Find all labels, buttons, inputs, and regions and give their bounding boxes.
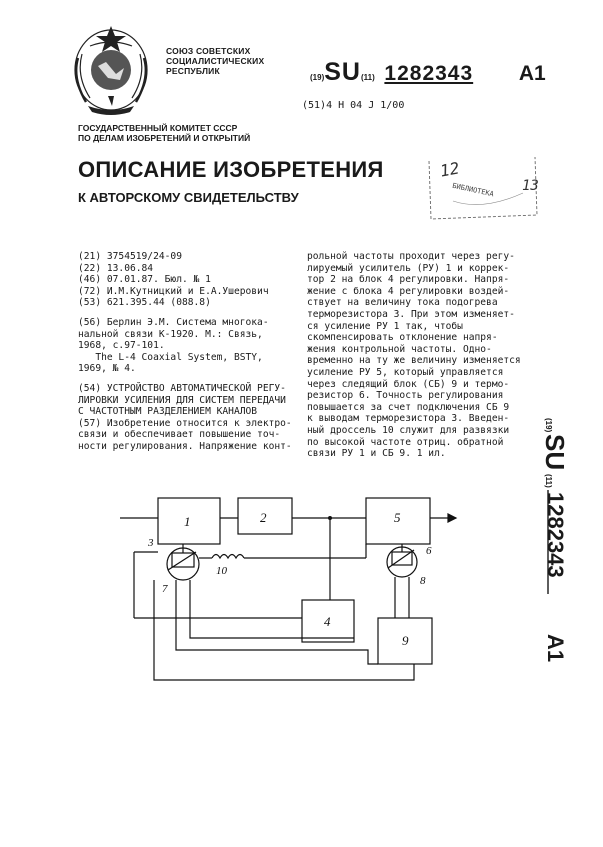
biblio-line: 1969, № 4.: [78, 363, 136, 375]
side-country: SU: [540, 434, 570, 471]
committee-name: [78, 123, 250, 143]
side-kind: A1: [543, 634, 568, 663]
union-line: СОЮЗ СОВЕТСКИХ: [166, 46, 251, 56]
biblio-line: The L-4 Coaxial System, BSTY,: [78, 351, 263, 363]
biblio-line: (22) 13.06.84: [78, 262, 154, 274]
block-2-label: 2: [260, 510, 267, 525]
patent-number: 1282343: [384, 62, 474, 85]
label-8: 8: [420, 575, 426, 587]
biblio-line: (54) УСТРОЙСТВО АВТОМАТИЧЕСКОЙ РЕГУ-: [78, 382, 286, 394]
abstract-line: по высокой частоте отриц. обратной: [307, 436, 504, 448]
choke-10: [212, 555, 244, 559]
abstract-line: жение с блока 4 регулировки воздей-: [307, 285, 510, 297]
union-name: [166, 46, 264, 76]
side-number: 1282343: [543, 492, 568, 578]
label-7: 7: [162, 583, 168, 595]
abstract-line: жения контрольной частоты. Одно-: [307, 343, 492, 355]
stamp-number: 12: [438, 158, 461, 181]
block-1-label: 1: [184, 514, 191, 529]
abstract-line: лируемый усилитель (РУ) 1 и коррек-: [307, 262, 510, 274]
ipc-class: (51)4 H 04 J 1/00: [302, 100, 405, 111]
side-code-19: (19): [544, 418, 553, 433]
abstract-line: к выводам терморезистора 3. Введен-: [307, 413, 510, 425]
committee-line: ГОСУДАРСТВЕННЫЙ КОМИТЕТ СССР: [78, 123, 238, 133]
block-5-label: 5: [394, 510, 401, 525]
circuit-diagram: [120, 488, 460, 688]
output-arrow: [448, 514, 456, 522]
document-subtitle: К АВТОРСКОМУ СВИДЕТЕЛЬСТВУ: [78, 190, 299, 205]
label-10: 10: [216, 565, 227, 577]
patent-number-line: [310, 58, 546, 86]
abstract-line: резистор 6. Точность регулирования: [307, 390, 504, 402]
committee-line: ПО ДЕЛАМ ИЗОБРЕТЕНИЙ И ОТКРЫТИЙ: [78, 133, 251, 143]
biblio-line: (46) 07.01.87. Бюл. № 1: [78, 274, 211, 286]
biblio-line: С ЧАСТОТНЫМ РАЗДЕЛЕНИЕМ КАНАЛОВ: [78, 406, 258, 418]
bibliographic-data: [78, 251, 298, 453]
union-line: СОЦИАЛИСТИЧЕСКИХ: [166, 56, 265, 66]
thermistor-3-wire: [176, 580, 378, 664]
label-3: 3: [148, 537, 154, 549]
abstract-line: рольной частоты проходит через регу-: [307, 251, 515, 262]
biblio-line: (72) И.М.Кутницкий и Е.А.Ушерович: [78, 285, 269, 297]
biblio-line: ЛИРОВКИ УСИЛЕНИЯ ДЛЯ СИСТЕМ ПЕРЕДАЧИ: [78, 394, 286, 406]
code-19: (19): [310, 73, 325, 82]
biblio-line: (57) Изобретение относится к электро-: [78, 417, 292, 429]
abstract-line: терморезистора 3. При этом изменяет-: [307, 308, 515, 320]
biblio-line: связи и обеспечивает повышение точ-: [78, 429, 281, 441]
abstract-line: ный дроссель 10 служит для развязки: [307, 424, 510, 436]
ussr-emblem: [68, 18, 154, 118]
biblio-line: (21) 3754519/24-09: [78, 251, 182, 262]
stamp-number: 13: [522, 178, 539, 194]
biblio-spacer: [78, 375, 298, 383]
union-line: РЕСПУБЛИК: [166, 66, 220, 76]
biblio-line: нальной связи К-1920. М.: Связь,: [78, 328, 263, 340]
abstract-continued: [307, 251, 522, 460]
abstract-line: через следящий блок (СБ) 9 и термо-: [307, 378, 510, 390]
return-wire: [154, 580, 414, 680]
junction-dot: [328, 516, 332, 520]
abstract-line: повышается за счет подключения СБ 9: [307, 401, 510, 413]
biblio-line: (53) 621.395.44 (088.8): [78, 297, 211, 309]
biblio-line: 1968, с.97-101.: [78, 340, 165, 352]
biblio-spacer: [78, 309, 298, 317]
block-9-label: 9: [402, 633, 409, 648]
label-6: 6: [426, 545, 432, 557]
abstract-line: ся усиление РУ 1 так, чтобы: [307, 320, 463, 332]
abstract-line: усиление РУ 5, который управляется: [307, 366, 504, 378]
biblio-line: ности регулирования. Напряжение конт-: [78, 440, 292, 452]
abstract-line: ствует на величину тока подогрева: [307, 297, 498, 309]
code-11: (11): [360, 73, 375, 82]
abstract-line: связи РУ 1 и СБ 9. 1 ил.: [307, 448, 446, 460]
abstract-line: тор 2 на блок 4 регулировки. Напря-: [307, 274, 510, 286]
kind-code: A1: [518, 62, 546, 85]
biblio-line: (56) Берлин Э.М. Система многока-: [78, 316, 269, 328]
stamp-text: БИБЛИОТЕКА: [451, 181, 495, 199]
side-code-11: (11): [544, 474, 553, 488]
document-title: ОПИСАНИЕ ИЗОБРЕТЕНИЯ: [78, 157, 384, 182]
abstract-line: скомпенсировать отклонение напря-: [307, 332, 498, 344]
block-4-label: 4: [324, 614, 331, 629]
country-code: SU: [324, 58, 361, 86]
vertical-patent-number: [538, 418, 574, 668]
abstract-line: временно на ту же величину изменяется: [307, 355, 521, 367]
